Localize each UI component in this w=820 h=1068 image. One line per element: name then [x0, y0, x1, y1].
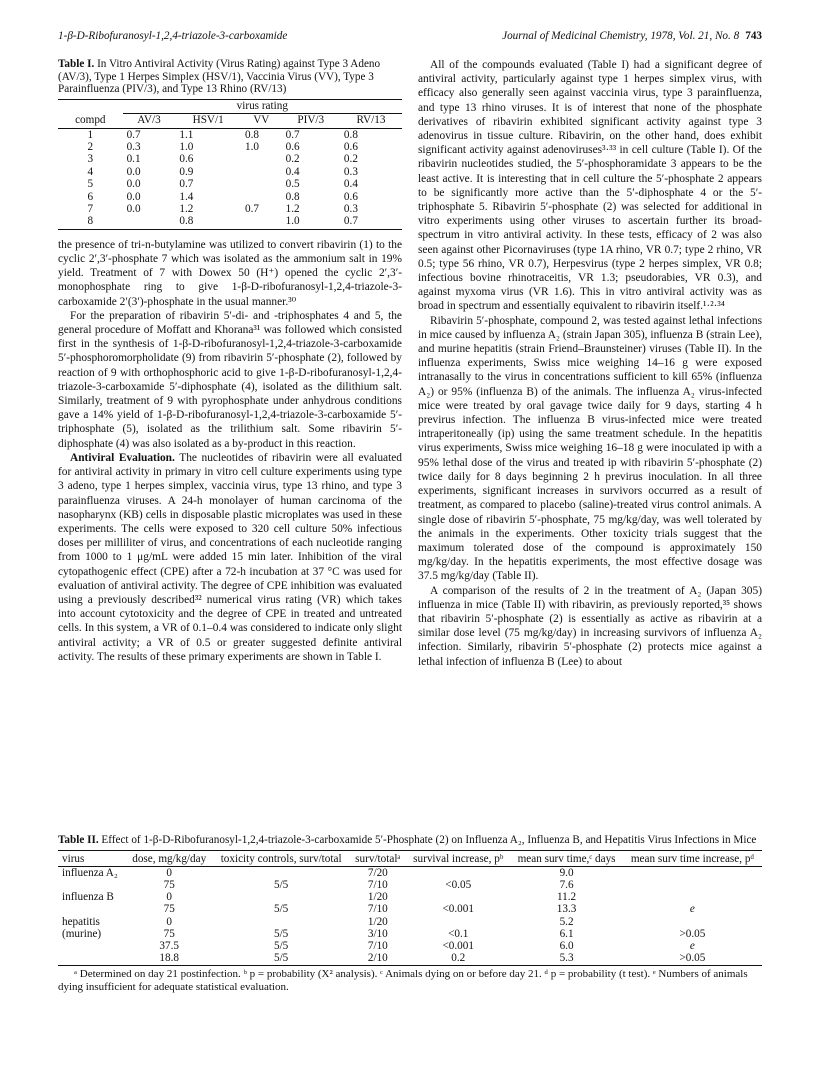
table2-row — [58, 891, 762, 903]
table1-cell: 1.1 — [179, 128, 194, 141]
table2-column-header: survival increase, pᵇ — [406, 850, 510, 866]
table2-cell: 75 — [163, 879, 175, 891]
table2-cell — [623, 879, 762, 891]
table1-cell: 0.6 — [343, 190, 358, 203]
table1-cell: 0.8 — [285, 190, 300, 203]
table1-row — [58, 203, 402, 215]
table2-cell: 7/20 — [367, 866, 388, 879]
table1-cell: 1.4 — [179, 190, 194, 203]
table2-cell — [406, 891, 510, 903]
left-column — [58, 58, 402, 664]
table2-cell: 5/5 — [273, 879, 289, 891]
table2-cell: influenza B — [62, 891, 114, 904]
table2-row — [58, 952, 762, 966]
table1-cell: 0.3 — [343, 165, 358, 178]
table2-cell: influenza A₂ — [62, 866, 118, 879]
table2-cell: 13.3 — [556, 903, 577, 916]
table2-cell: 7.6 — [559, 879, 574, 891]
table1-cell: 0.7 — [285, 128, 300, 141]
table2-cell: <0.001 — [442, 903, 474, 916]
table1-column-header: VV — [241, 114, 282, 128]
table1-cell: 4 — [87, 165, 94, 178]
running-head-title: 1-β-D-Ribofuranosyl-1,2,4-triazole-3-carboxamide — [58, 30, 288, 42]
table1-cell: 0.8 — [175, 215, 241, 229]
table1-title: In Vitro Antiviral Activity (Virus Rating) against Type 3 Adeno (AV/3), Type 1 Herpes Simplex (HSV/1), Vaccinia Virus (VV), Type 3 Parainfluenza (PIV/3), and Type 13 Rhino (RV/13) — [58, 58, 381, 96]
table2-row — [58, 879, 762, 891]
table2-cell: 5/5 — [213, 952, 350, 966]
table2-row — [58, 928, 762, 940]
table2-cell: (murine) — [62, 927, 102, 940]
table2-cell: e — [689, 940, 695, 953]
table2-row — [58, 903, 762, 915]
table1-cell: 1.0 — [282, 215, 340, 229]
journal-citation: Journal of Medicinal Chemistry, 1978, Vol. 21, No. 8 — [502, 30, 740, 42]
table1-row — [58, 215, 402, 229]
table1-cell — [241, 166, 282, 178]
table1-cell: 0.2 — [285, 153, 300, 166]
table1-cell: 3 — [87, 153, 94, 166]
table1-blank-header — [58, 99, 123, 113]
table2-column-header: toxicity controls, surv/total — [213, 850, 350, 866]
table1-row — [58, 166, 402, 178]
table2-cell — [58, 879, 126, 891]
table1-cell: 5 — [87, 178, 94, 191]
table1-cell: 0.6 — [343, 141, 358, 153]
table1-cell: 0.2 — [343, 153, 358, 166]
table1-cell: 6 — [87, 190, 94, 203]
table1-cell: 0.6 — [285, 141, 300, 153]
table2-cell — [58, 903, 126, 915]
right-paragraph-3: A comparison of the results of 2 in the treatment of A₂ (Japan 305) influenza in mice (Table II) with ribavirin, as previously reported,³⁵ shows that ribavirin 5′-phosphate (2) is essentially as active as ribavirin at a similar dose level (75 mg/kg/day) in increasing survivors of influenza A₂ infection. Similarly, ribavirin 5′-phosphate (2) protects mice against a lethal infection of influenza B (Lee) to about — [418, 584, 762, 668]
table1-row — [58, 141, 402, 153]
table2-cell: 37.5 — [159, 940, 179, 953]
right-column — [418, 58, 762, 669]
table2-cell: 75 — [163, 927, 175, 940]
table2-cell: 1/20 — [367, 891, 388, 904]
table2-cell — [213, 916, 350, 928]
running-head — [58, 30, 762, 46]
table2-cell — [213, 891, 350, 903]
table2-cell: <0.001 — [442, 940, 474, 953]
table2-cell — [58, 952, 126, 966]
table1-cell: 0.0 — [126, 190, 141, 203]
table2-cell — [623, 916, 762, 928]
table1-cell: 0.4 — [343, 178, 358, 191]
table2-cell: 3/10 — [367, 927, 388, 940]
table1-row — [58, 178, 402, 190]
table1-caption — [58, 58, 402, 96]
table1-cell: 0.7 — [245, 203, 259, 216]
table2-cell: 0 — [166, 891, 172, 904]
table1-cell: 7 — [87, 203, 94, 216]
table1-cell: 2 — [87, 141, 94, 153]
table1-cell: 1.2 — [179, 203, 194, 216]
table2-block — [58, 834, 762, 994]
table2-title: Effect of 1-β-D-Ribofuranosyl-1,2,4-triazole-3-carboxamide 5′-Phosphate (2) on Influenza A₂, Influenza B, and Hepatitis Virus Infections in Mice — [101, 834, 757, 846]
table1-cell: 0.4 — [285, 165, 300, 178]
table2-cell: 6.1 — [559, 927, 574, 940]
table2-cell: 7/10 — [367, 879, 388, 891]
table1-cell: 0.7 — [340, 215, 402, 229]
table2-cell: 0.2 — [406, 952, 510, 966]
table1-cell: 0.8 — [245, 128, 259, 141]
table2-cell: 0 — [166, 866, 172, 879]
table2-cell — [406, 866, 510, 879]
table1-cell: 0.1 — [126, 153, 141, 166]
right-paragraph-1: All of the compounds evaluated (Table I) had a significant degree of antiviral activity, particularly against type 1 herpes simplex virus, with efficacy also generally seen against vaccinia virus, type 3 parainfluenza, and type 13 rhino viruses. It is of interest that none of the phosphate derivatives of ribavirin exhibited significant activity against type 3 adenovirus in tissue culture. Ribavirin, on the other hand, does exhibit significant activity against adenoviruses³·³³ in cell culture (Table I). Of the ribavirin nucleotides studied, the 5′-phosphoramidate 3 appears to be the least active. It is interesting that in cell culture the 5′-phosphate 2 appears to be significantly more active than the 5′-diphosphate 4 or the 5′-triphosphate 5. Ribavirin 5′-phosphate (2) was selected for additional in vitro experiments using other viruses to ascertain further its broad-spectrum in vitro antiviral activity. In these tests, efficacy of 2 was also seen against other Picornaviruses (type 1A rhino, VR 0.7; type 2 rhino, VR 0.5; type 56 rhino, VR 0.7), Herpesvirus (type 2 herpes simplex, VR 0.8; infectious bovine rhinotraceitis, VR 1.3; pseudorabies, VR 0.3), and against myxoma virus (VR 1.6). This in vitro antiviral activity was as broad in spectrum and essentially equivalent to ribavirin itself.¹·²·³⁴ — [418, 59, 762, 313]
table2-cell: 5/5 — [273, 940, 289, 953]
page-number: 743 — [745, 30, 762, 42]
table1-cell: 0.8 — [343, 128, 358, 141]
table1-cell: 1 — [87, 128, 94, 141]
table2-column-header: surv/totalᵃ — [350, 850, 407, 866]
table1-cell: 0.5 — [285, 178, 300, 191]
table1-cell: 0.7 — [179, 178, 194, 191]
table2-cell: 5.2 — [559, 915, 574, 928]
table1-cell: 0.3 — [126, 141, 141, 153]
table2-cell: 7/10 — [367, 940, 388, 953]
table1-column-header: compd — [58, 114, 123, 128]
running-head-journal — [502, 30, 762, 42]
table2 — [58, 850, 762, 967]
left-paragraph-2: For the preparation of ribavirin 5′-di- and -triphosphates 4 and 5, the general procedure of Moffatt and Khorana³¹ was followed which consisted first in the synthesis of 1-β-D-ribofuranosyl-1,2,4-triazole-3-carboxamide 5′-phosphoromorpholidate (9) from ribavirin 5′-phosphate (2), followed by reaction of 9 with orthophosphoric acid to give 1-β-D-ribofuranosyl-1,2,4-triazole-3-carboxamide 5′-diphosphate (4), isolated as the dilithium salt. Similarly, treatment of 9 with pyrophosphate under anhydrous conditions gave a 14% yield of 1-β-D-ribofuranosyl-1,2,4-triazole-3-carboxamide 5′-triphosphate (5), isolated as the trilithium salt. Some ribavirin 5′-diphosphate (4) was also isolated as a by-product in this reaction. — [58, 309, 402, 450]
table2-cell: <0.05 — [445, 879, 472, 891]
table1-cell: 0.3 — [343, 203, 358, 216]
table2-footnotes: ᵃ Determined on day 21 postinfection. ᵇ p = probability (X² analysis). ᶜ Animals dying on or before day 21. ᵈ p = probability (t test). ᵉ Numbers of animals dying insufficient for adequate statistical evaluation. — [58, 968, 748, 994]
table1-cell: 0.0 — [126, 203, 141, 216]
table2-cell: 7/10 — [367, 903, 388, 916]
table2-row — [58, 940, 762, 952]
table2-column-header: dose, mg/kg/day — [126, 850, 213, 866]
right-paragraph-2: Ribavirin 5′-phosphate, compound 2, was tested against lethal infections in mice caused by influenza A₂ (strain Japan 305), influenza B (strain Lee), and murine hepatitis (strain Friend–Braunsteiner) viruses (Table II). In the influenza experiments, Swiss mice weighing 14–16 g were exposed intranasally to the virus in concentrations sufficient to kill 65% (influenza A₂) or 95% (influenza B) of the animals. The influenza A₂ virus-infected mice were treated by oral gavage twice daily for 9 days, starting 4 h previrus infection. The influenza B virus-infected mice were treated intraperitoneally (ip) using the same treatment schedule. In the hepatitis virus experiments, Swiss mice weighing 16–18 g were inoculated ip with a 95% lethal dose of the virus and treated ip with ribavirin 5′-phosphate (2) twice daily for 8 days beginning 2 h previrus inoculation. In all three experiments, significant increases in survivors occurred as a result of treatment, as compared to placebo (saline)-treated virus control animals. A single dose of ribavirin 5′-phosphate, 75 mg/kg/day, was well tolerated by the animals in the experiments. Other toxicity trials suggest that the maximum tolerated dose of the compound is approximately 150 mg/kg/day. In the hepatitis experiments, the most effective dosage was 37.5 mg/kg/day (Table II). — [418, 314, 762, 583]
table1-row — [58, 153, 402, 165]
table1-cell: 1.0 — [179, 141, 194, 153]
table2-cell: 5/5 — [273, 927, 289, 940]
table2-cell: 75 — [163, 903, 175, 916]
table1-row — [58, 128, 402, 141]
table1-cell: 8 — [58, 215, 123, 229]
table2-cell: e — [689, 903, 695, 916]
table1-cell — [241, 215, 282, 229]
table2-label: Table II. — [58, 834, 99, 846]
table1-column-header: AV/3 — [123, 114, 176, 128]
table2-column-header: virus — [58, 850, 126, 866]
table1 — [58, 99, 402, 230]
table1-label: Table I. — [58, 58, 95, 70]
table2-cell — [623, 866, 762, 879]
table2-column-header: mean surv time increase, pᵈ — [623, 850, 762, 866]
table1-cell: 1.2 — [285, 203, 300, 216]
table1-column-header: PIV/3 — [282, 114, 340, 128]
table2-cell: 0 — [166, 915, 172, 928]
table1-cell: 1.0 — [245, 141, 259, 153]
table1-group-header: virus rating — [123, 99, 402, 113]
table1-cell: 0.7 — [126, 128, 141, 141]
table1-cell: 0.9 — [179, 165, 194, 178]
table1-column-header: HSV/1 — [175, 114, 241, 128]
table2-cell: <0.1 — [448, 927, 469, 940]
table2-cell — [58, 940, 126, 952]
table2-cell: hepatitis — [62, 915, 100, 928]
table2-cell — [406, 916, 510, 928]
table2-cell: 6.0 — [559, 940, 574, 953]
table2-column-header: mean surv time,ᶜ days — [510, 850, 622, 866]
table2-cell: 9.0 — [559, 866, 574, 879]
table2-caption — [58, 834, 762, 847]
section-heading-antiviral: Antiviral Evaluation. — [70, 451, 175, 464]
left-paragraph-1: the presence of tri-n-butylamine was utilized to convert ribavirin (1) to the cyclic 2′,3′-phosphate 7 which was isolated as the ammonium salt in 19% yield. Treatment of 7 with Dowex 50 (H⁺) opened the cyclic 2′,3′-monophosphate ring to give 1-β-D-ribofuranosyl-1,2,4-triazole-3-carboxamide 2′(3′)-phosphate in the usual manner.³⁰ — [58, 238, 402, 308]
table2-cell: 11.2 — [556, 891, 577, 904]
table2-cell: >0.05 — [679, 927, 706, 940]
table1-cell: 0.0 — [126, 165, 141, 178]
table2-cell — [623, 891, 762, 903]
table2-row — [58, 916, 762, 928]
table2-cell: 5/5 — [273, 903, 289, 916]
table2-cell — [213, 866, 350, 879]
table1-cell: 0.0 — [126, 178, 141, 191]
table2-cell: 18.8 — [126, 952, 213, 966]
table1-cell: 0.6 — [179, 153, 194, 166]
table1-cell — [123, 215, 176, 229]
table2-cell: 2/10 — [350, 952, 407, 966]
table2-cell: >0.05 — [623, 952, 762, 966]
table2-cell: 1/20 — [367, 915, 388, 928]
table1-cell — [241, 153, 282, 165]
table1-row — [58, 191, 402, 203]
left-paragraph-3 — [58, 451, 402, 664]
table1-cell — [241, 191, 282, 203]
table2-cell: 5.3 — [510, 952, 622, 966]
table1-column-header: RV/13 — [340, 114, 402, 128]
table1-cell — [241, 178, 282, 190]
table2-row — [58, 866, 762, 879]
left-paragraph-3-text: The nucleotides of ribavirin were all evaluated for antiviral activity in primary in vitro cell culture experiments using type 3 adeno, type 1 herpes simplex, vaccinia virus, type 13 rhino, and type 3 parainfluenza viruses. A 24-h monolayer of human carcinoma of the nasopharynx (KB) cells in disposable plastic microplates was used in these experiments. The cells were exposed to 320 cell culture 50% infectious doses per milliliter of virus, and concentrations of each nucleotide ranging from 1000 to 1 μg/mL were added 15 min later. Inhibition of the viral cytopathogenic effect (CPE) after a 72-h incubation at 37 °C was used for evaluation of antiviral activity. The degree of CPE inhibition was evaluated using a previously described³² numerical virus rating (VR) which takes into account cytotoxicity and the degree of CPE in treated and untreated cells. In this system, a VR of 0.1–0.4 was considered to indicate only slight antiviral activity; a VR of 0.5 or greater suggested definite antiviral activity. The results of these primary experiments are shown in Table I. — [58, 451, 402, 663]
